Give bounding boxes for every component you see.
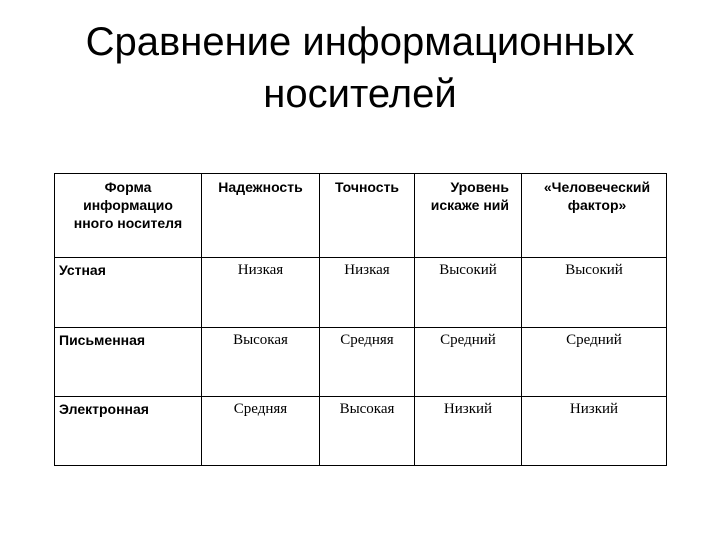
cell-accuracy: Высокая xyxy=(320,397,415,466)
cell-human-factor: Высокий xyxy=(522,258,667,328)
cell-distortion: Высокий xyxy=(415,258,522,328)
comparison-table xyxy=(54,173,667,466)
cell-accuracy: Средняя xyxy=(320,328,415,397)
cell-distortion: Средний xyxy=(415,328,522,397)
slide-title xyxy=(0,16,720,120)
header-human-factor: «Человеческий фактор» xyxy=(522,174,667,258)
cell-reliability: Высокая xyxy=(202,328,320,397)
table-row xyxy=(55,328,667,397)
cell-reliability: Средняя xyxy=(202,397,320,466)
row-label: Электронная xyxy=(55,397,202,466)
table-row xyxy=(55,397,667,466)
header-distortion: Уровень искаже ний xyxy=(415,174,522,258)
row-label: Устная xyxy=(55,258,202,328)
title-line-1: Сравнение информационных xyxy=(85,20,635,64)
header-form: Форма информацио нного носителя xyxy=(55,174,202,258)
cell-human-factor: Средний xyxy=(522,328,667,397)
title-line-2: носителей xyxy=(263,72,457,116)
row-label: Письменная xyxy=(55,328,202,397)
header-accuracy: Точность xyxy=(320,174,415,258)
cell-accuracy: Низкая xyxy=(320,258,415,328)
cell-human-factor: Низкий xyxy=(522,397,667,466)
cell-distortion: Низкий xyxy=(415,397,522,466)
header-row xyxy=(55,174,667,258)
table-row xyxy=(55,258,667,328)
cell-reliability: Низкая xyxy=(202,258,320,328)
header-reliability: Надежность xyxy=(202,174,320,258)
